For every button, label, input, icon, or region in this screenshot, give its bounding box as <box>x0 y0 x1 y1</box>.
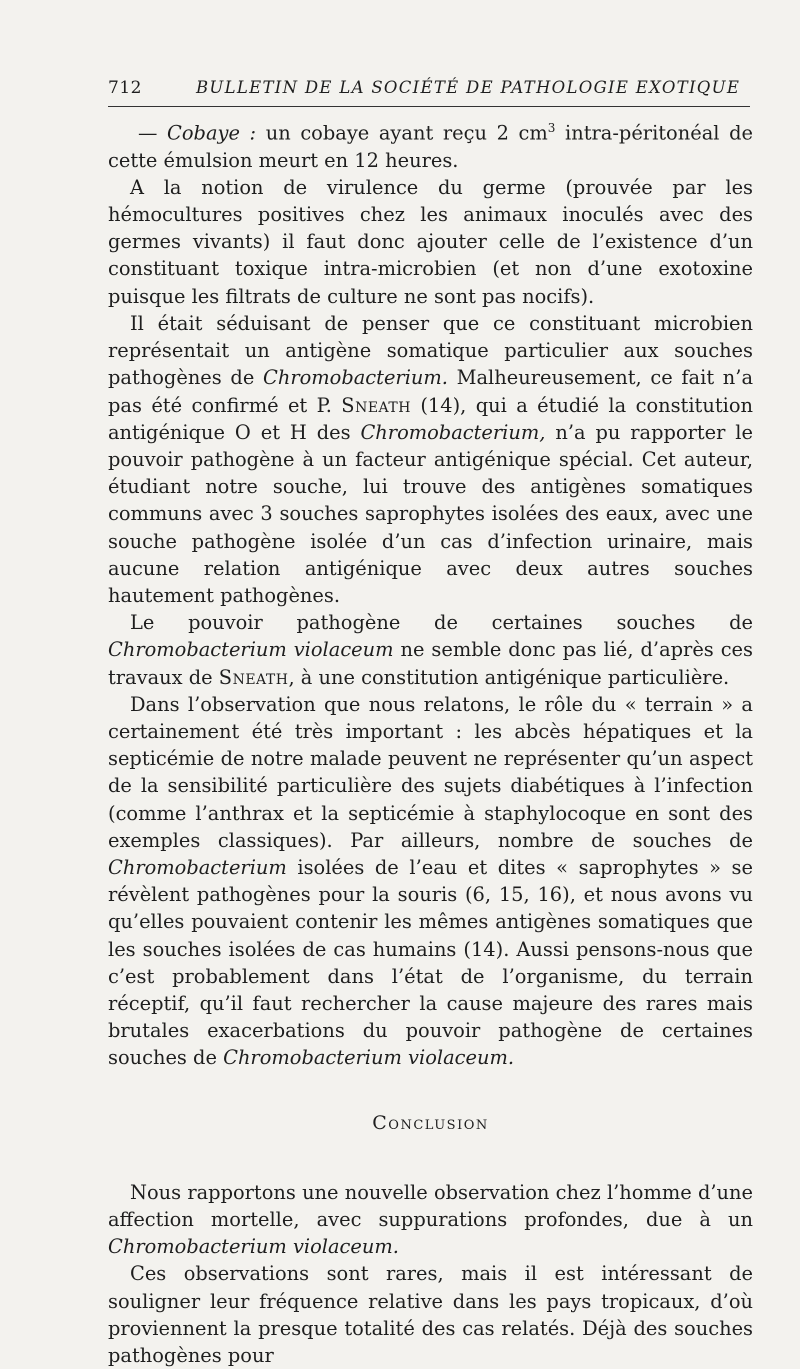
paragraph-terrain: Dans l’observation que nous relatons, le rôle du « terrain » a certainement été très important : les abcès hépatiques et la septicémie de notre malade peuvent ne représenter qu’un aspect de la sensibilité particulière des sujets diabétiques à l’infection (comme l’anthrax et la septicémie à staphylocoque en sont des exemples classiques). Par ailleurs, nombre de souches de Chromobacterium isolées de l’eau et dites « saprophytes » se révèlent pathogènes pour la souris (6, 15, 16), et nous avons vu qu’elles pouvaient contenir les mêmes antigènes somatiques que les souches isolées de cas humains (14). Aussi pensons-nous que c’est probablement dans l’état de l’organisme, du terrain réceptif, qu’il faut rechercher la cause majeure des rares mais brutales exacerbations du pouvoir pathogène de certaines souches de Chromobacterium violaceum. <box>108 692 753 1070</box>
author-name: Sneath <box>218 665 289 689</box>
paragraph-pathogenic-power: Le pouvoir pathogène de certaines souches de Chromobacterium violaceum ne semble donc pas lié, d’après ces travaux de Sneath, à une constitution antigénique particulière. <box>108 611 753 689</box>
section-heading-conclusion: Conclusion <box>372 1111 489 1134</box>
superscript: 3 <box>547 121 556 135</box>
author-name: Sneath <box>341 393 411 417</box>
paragraph-observations: Ces observations sont rares, mais il est intéressant de souligner leur fréquence relative dans les pays tropicaux, d’où proviennent la presque totalité des cas relatés. Déjà des souches pathogènes pour <box>108 1262 753 1367</box>
paragraph-virulence: A la notion de virulence du germe (prouvée par les hémocultures positives chez les animaux inoculés avec des germes vivants) il faut donc ajouter celle de l’existence d’un constituant toxique intra-microbien (et non d’une exotoxine puisque les filtrats de culture ne sont pas nocifs). <box>108 175 753 308</box>
paragraph-antigen: Il était séduisant de penser que ce constituant microbien représentait un antigène somatique particulier aux souches pathogènes de Chromobacterium. Malheureusement, ce fait n’a pas été confirmé et P. Sneath (14), qui a étudié la constitution antigénique O et H des Chromobacterium, n’a pu rapporter le pouvoir pathogène à un facteur antigénique spécial. Cet auteur, étudiant notre souche, lui trouve des antigènes somatiques communs avec 3 souches saprophytes isolées des eaux, avec une souche pathogène isolée d’un cas d’infection urinaire, mais aucune relation antigénique avec deux autres souches hautement pathogènes. <box>108 311 754 607</box>
paragraph-cobaye: — Cobaye : un cobaye ayant reçu 2 $cm^3$ intra-péritonéal de cette émulsion meurt en 12 heures. <box>108 121 753 172</box>
paragraph-conclusion: Nous rapportons une nouvelle observation chez l’homme d’une affection mortelle, avec suppurations profondes, due à un Chromobacterium violaceum. <box>108 1180 753 1259</box>
running-header <box>108 72 754 102</box>
running-title: BULLETIN DE LA SOCIÉTÉ DE PATHOLOGIE EXOTIQUE <box>196 78 741 97</box>
species-label: Cobaye : <box>167 121 257 145</box>
header-rule <box>108 106 750 107</box>
body-text <box>108 115 753 1369</box>
page-number: 712 <box>108 78 142 98</box>
